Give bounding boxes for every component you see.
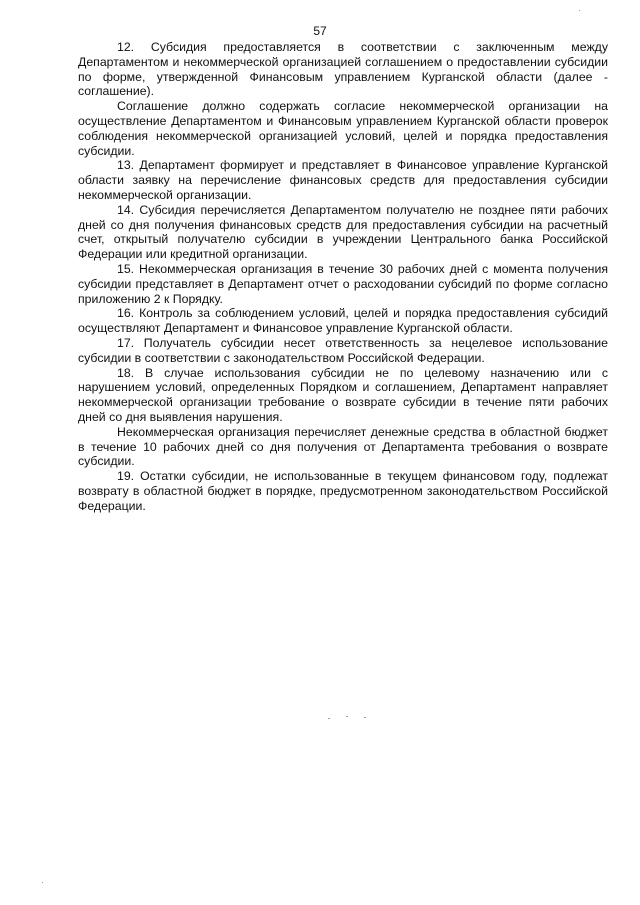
paragraph-14: 14. Субсидия перечисляется Департаментом получателю не позднее пяти рабочих дней со дня получения финансовых средств для предоставления субсидии на расчетный счет, открытый получателю субсидии в учреждении Центрального банка Российской Федерации или кредитной организации. (78, 202, 608, 262)
paragraph-refund-obligation: Некоммерческая организация перечисляет денежные средства в областной бюджет в течение 10 рабочих дней со дня получения от Департамента требования о возврате субсидии. (78, 424, 608, 469)
paragraph-agreement-consent: Соглашение должно содержать согласие некоммерческой организации на осуществление Департаментом и Финансовым управлением Курганской области проверок соблюдения некоммерческой организацией условий, целей и порядка предоставления субсидии. (78, 99, 608, 158)
page-number: 57 (313, 24, 327, 38)
scan-speck (579, 10, 580, 11)
paragraph-13: 13. Департамент формирует и представляет в Финансовое управление Курганской области заявку на перечисление финансовых средств для предоставления субсидии некоммерческой организации. (78, 158, 608, 202)
scan-speck (42, 882, 43, 883)
scan-speck (328, 718, 330, 719)
document-body (78, 40, 608, 514)
scan-speck (364, 717, 366, 718)
paragraph-15: 15. Некоммерческая организация в течение 30 рабочих дней с момента получения субсидии представляет в Департамент отчет о расходовании субсидий по форме согласно приложению 2 к Порядку. (78, 261, 608, 306)
paragraph-16: 16. Контроль за соблюдением условий, целей и порядка предоставления субсидий осуществляют Департамент и Финансовое управление Курганской области. (78, 306, 608, 336)
scan-speck (346, 716, 348, 717)
paragraph-12: 12. Субсидия предоставляется в соответствии с заключенным между Департаментом и некоммерческой организацией соглашением о предоставлении субсидии по форме, утвержденной Финансовым управлением Курганской области (далее - соглашение). (78, 40, 608, 99)
paragraph-18: 18. В случае использования субсидии не по целевому назначению или с нарушением условий, определенных Порядком и соглашением, Департамент направляет некоммерческой организации требование о возврате субсидии в течение пяти рабочих дней со дня выявления нарушения. (78, 365, 608, 424)
paragraph-19: 19. Остатки субсидии, не использованные в текущем финансовом году, подлежат возврату в областной бюджет в порядке, предусмотренном законодательством Российской Федерации. (78, 469, 608, 513)
paragraph-17: 17. Получатель субсидии несет ответственность за нецелевое использование субсидии в соответствии с законодательством Российской Федерации. (78, 335, 608, 365)
